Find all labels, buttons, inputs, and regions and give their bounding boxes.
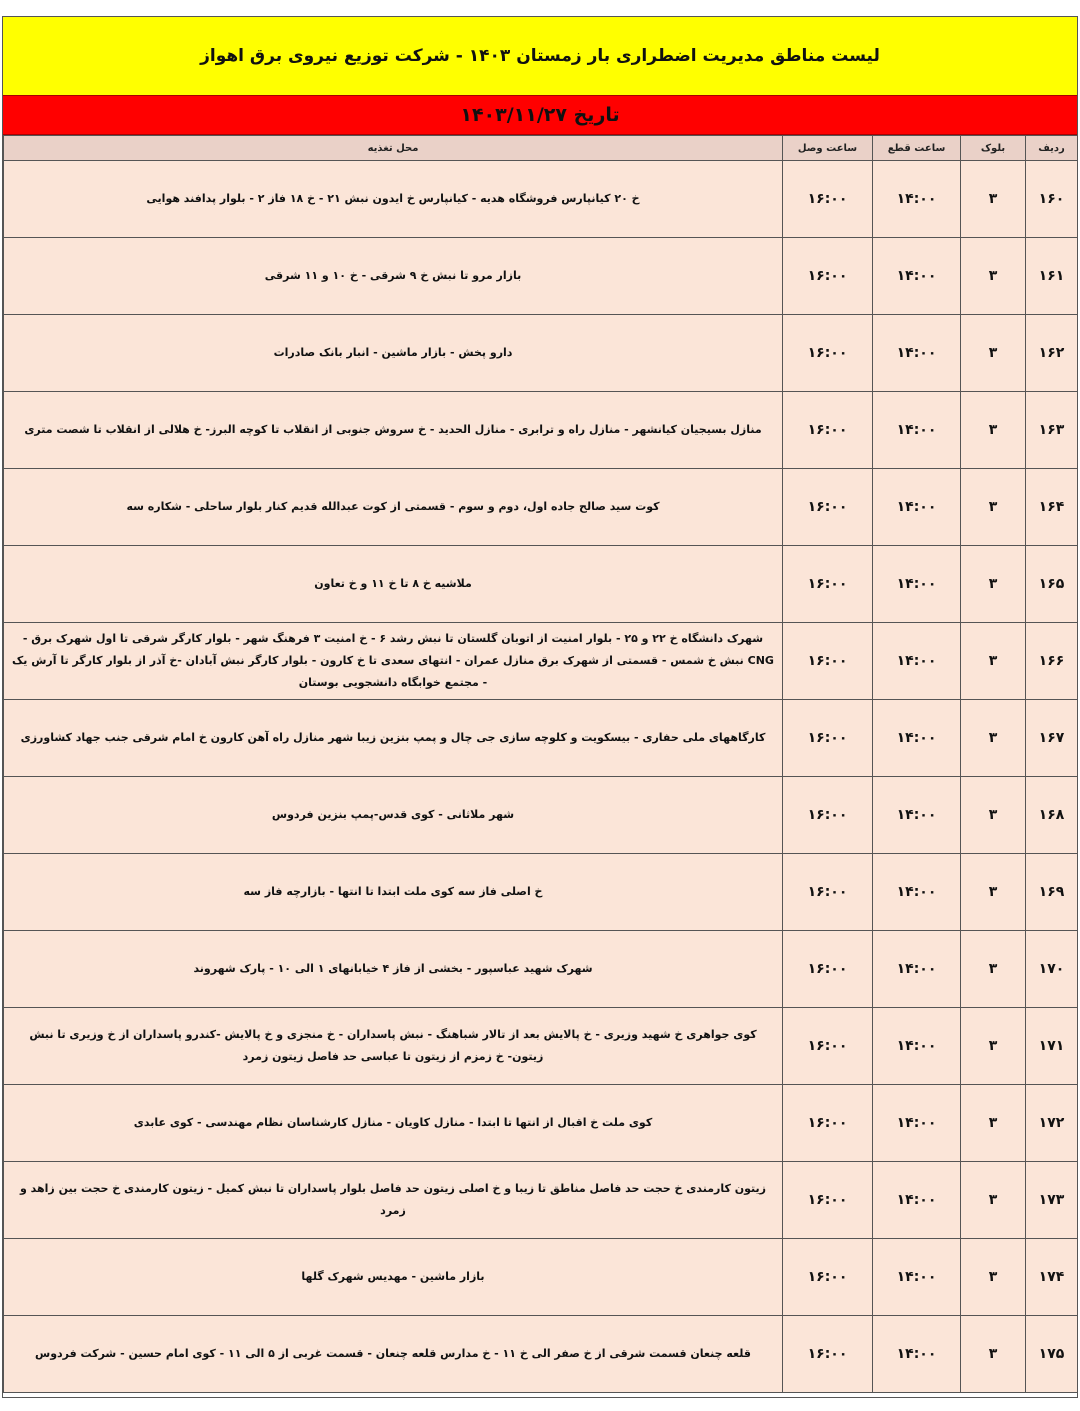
- date-banner: [3, 95, 1077, 135]
- row-number-cell: ۱۶۳: [1026, 392, 1078, 469]
- location-cell: خ اصلی فاز سه کوی ملت ابتدا تا انتها - بازارچه فاز سه: [4, 854, 783, 931]
- cut-time-cell: ۱۴:۰۰: [873, 392, 961, 469]
- location-cell: قلعه چنعان قسمت شرقی از خ صفر الی خ ۱۱ - خ مدارس قلعه چنعان - قسمت غربی از ۵ الی ۱۱ - کوی امام حسین - شرکت فردوس: [4, 1316, 783, 1393]
- table-row: [4, 1162, 1078, 1239]
- table-row: [4, 1008, 1078, 1085]
- location-cell: بازار ماشین - مهدیس شهرک گلها: [4, 1239, 783, 1316]
- connect-time-cell: ۱۶:۰۰: [783, 1085, 873, 1162]
- location-cell: شهرک شهید عباسپور - بخشی از فاز ۴ خیابانهای ۱ الی ۱۰ - پارک شهروند: [4, 931, 783, 1008]
- block-cell: ۳: [961, 623, 1026, 700]
- header-block: بلوک: [961, 136, 1026, 161]
- connect-time-cell: ۱۶:۰۰: [783, 161, 873, 238]
- title-banner: [3, 17, 1077, 95]
- table-row: [4, 1316, 1078, 1393]
- row-number-cell: ۱۶۹: [1026, 854, 1078, 931]
- block-cell: ۳: [961, 931, 1026, 1008]
- table-row: [4, 469, 1078, 546]
- location-cell: کوت سید صالح جاده اول، دوم و سوم - قسمتی از کوت عبدالله قدیم کنار بلوار ساحلی - شکاره سه: [4, 469, 783, 546]
- location-cell: کارگاههای ملی حفاری - بیسکویت و کلوچه سازی جی چال و پمپ بنزین زیبا شهر منازل راه آهن کارون خ امام شرقی جنب جهاد کشاورزی: [4, 700, 783, 777]
- table-row: [4, 854, 1078, 931]
- header-cut-time: ساعت قطع: [873, 136, 961, 161]
- cut-time-cell: ۱۴:۰۰: [873, 700, 961, 777]
- row-number-cell: ۱۶۰: [1026, 161, 1078, 238]
- table-row: [4, 1239, 1078, 1316]
- location-cell: دارو پخش - بازار ماشین - انبار بانک صادرات: [4, 315, 783, 392]
- header-connect-time: ساعت وصل: [783, 136, 873, 161]
- connect-time-cell: ۱۶:۰۰: [783, 1008, 873, 1085]
- cut-time-cell: ۱۴:۰۰: [873, 161, 961, 238]
- table-row: [4, 315, 1078, 392]
- row-number-cell: ۱۷۰: [1026, 931, 1078, 1008]
- location-cell: منازل بسیجیان کیانشهر - منازل راه و ترابری - منازل الحدید - خ سروش جنوبی از انقلاب تا کوچه البرز- خ هلالی از انقلاب تا شصت متری: [4, 392, 783, 469]
- row-number-cell: ۱۷۱: [1026, 1008, 1078, 1085]
- location-cell: شهر ملاثانی - کوی قدس-پمپ بنزین فردوس: [4, 777, 783, 854]
- table-row: [4, 238, 1078, 315]
- cut-time-cell: ۱۴:۰۰: [873, 315, 961, 392]
- connect-time-cell: ۱۶:۰۰: [783, 623, 873, 700]
- table-row: [4, 931, 1078, 1008]
- connect-time-cell: ۱۶:۰۰: [783, 469, 873, 546]
- connect-time-cell: ۱۶:۰۰: [783, 931, 873, 1008]
- row-number-cell: ۱۶۷: [1026, 700, 1078, 777]
- connect-time-cell: ۱۶:۰۰: [783, 777, 873, 854]
- cut-time-cell: ۱۴:۰۰: [873, 931, 961, 1008]
- location-cell: ملاشیه خ ۸ تا خ ۱۱ و خ تعاون: [4, 546, 783, 623]
- block-cell: ۳: [961, 161, 1026, 238]
- connect-time-cell: ۱۶:۰۰: [783, 1316, 873, 1393]
- table-row: [4, 777, 1078, 854]
- cut-time-cell: ۱۴:۰۰: [873, 1316, 961, 1393]
- connect-time-cell: ۱۶:۰۰: [783, 392, 873, 469]
- location-cell: خ ۲۰ کیانپارس فروشگاه هدیه - کیانپارس خ ایدون نبش ۲۱ - خ ۱۸ فاز ۲ - بلوار پدافند هوایی: [4, 161, 783, 238]
- table-row: [4, 1085, 1078, 1162]
- table-row: [4, 623, 1078, 700]
- header-row-number: ردیف: [1026, 136, 1078, 161]
- row-number-cell: ۱۶۵: [1026, 546, 1078, 623]
- table-row: [4, 161, 1078, 238]
- cut-time-cell: ۱۴:۰۰: [873, 623, 961, 700]
- row-number-cell: ۱۶۱: [1026, 238, 1078, 315]
- row-number-cell: ۱۷۳: [1026, 1162, 1078, 1239]
- table-row: [4, 546, 1078, 623]
- cut-time-cell: ۱۴:۰۰: [873, 1085, 961, 1162]
- table-row: [4, 700, 1078, 777]
- outage-table: [3, 135, 1078, 1393]
- date-label: تاریخ ۱۴۰۳/۱۱/۲۷: [460, 104, 620, 126]
- connect-time-cell: ۱۶:۰۰: [783, 238, 873, 315]
- connect-time-cell: ۱۶:۰۰: [783, 315, 873, 392]
- row-number-cell: ۱۷۵: [1026, 1316, 1078, 1393]
- row-number-cell: ۱۶۲: [1026, 315, 1078, 392]
- block-cell: ۳: [961, 1239, 1026, 1316]
- row-number-cell: ۱۶۶: [1026, 623, 1078, 700]
- row-number-cell: ۱۶۸: [1026, 777, 1078, 854]
- block-cell: ۳: [961, 700, 1026, 777]
- schedule-sheet: [2, 16, 1078, 1398]
- location-cell: شهرک دانشگاه خ ۲۲ و ۲۵ - بلوار امنیت از اتوبان گلستان تا نبش رشد ۶ - خ امنیت ۳ فرهنگ شهر - بلوار کارگر شرقی تا اول شهرک برق - CNG نبش خ شمس - قسمتی از شهرک برق منازل عمران - انتهای سعدی تا خ کارون - بلوار کارگر نبش آبادان -خ آذر از بلوار کارگر تا آرش یک - مجتمع خوابگاه دانشجویی بوستان: [4, 623, 783, 700]
- cut-time-cell: ۱۴:۰۰: [873, 1008, 961, 1085]
- connect-time-cell: ۱۶:۰۰: [783, 1239, 873, 1316]
- block-cell: ۳: [961, 1316, 1026, 1393]
- block-cell: ۳: [961, 1162, 1026, 1239]
- table-header-row: [4, 136, 1078, 161]
- block-cell: ۳: [961, 315, 1026, 392]
- cut-time-cell: ۱۴:۰۰: [873, 238, 961, 315]
- block-cell: ۳: [961, 777, 1026, 854]
- block-cell: ۳: [961, 392, 1026, 469]
- block-cell: ۳: [961, 238, 1026, 315]
- connect-time-cell: ۱۶:۰۰: [783, 546, 873, 623]
- row-number-cell: ۱۷۲: [1026, 1085, 1078, 1162]
- location-cell: کوی جواهری خ شهید وزیری - خ پالایش بعد از تالار شباهنگ - نبش پاسداران - خ منجزی و خ پالایش -کندرو پاسداران از خ وزیری تا نبش زیتون- خ زمزم از زیتون تا عباسی حد فاصل زیتون زمرد: [4, 1008, 783, 1085]
- page-title: لیست مناطق مدیریت اضطراری بار زمستان ۱۴۰۳ - شرکت توزیع نیروی برق اهواز: [200, 46, 880, 66]
- block-cell: ۳: [961, 854, 1026, 931]
- block-cell: ۳: [961, 546, 1026, 623]
- row-number-cell: ۱۷۴: [1026, 1239, 1078, 1316]
- block-cell: ۳: [961, 469, 1026, 546]
- location-cell: زیتون کارمندی خ حجت حد فاصل مناطق تا زیبا و خ اصلی زیتون حد فاصل بلوار پاسداران تا نبش کمیل - زیتون کارمندی خ حجت بین زاهد و زمرد: [4, 1162, 783, 1239]
- connect-time-cell: ۱۶:۰۰: [783, 854, 873, 931]
- connect-time-cell: ۱۶:۰۰: [783, 700, 873, 777]
- location-cell: کوی ملت خ اقبال از انتها تا ابتدا - منازل کاویان - منازل کارشناسان نظام مهندسی - کوی عابدی: [4, 1085, 783, 1162]
- connect-time-cell: ۱۶:۰۰: [783, 1162, 873, 1239]
- table-row: [4, 392, 1078, 469]
- cut-time-cell: ۱۴:۰۰: [873, 546, 961, 623]
- cut-time-cell: ۱۴:۰۰: [873, 1239, 961, 1316]
- location-cell: بازار مرو تا نبش خ ۹ شرقی - خ ۱۰ و ۱۱ شرقی: [4, 238, 783, 315]
- header-location: محل تغذیه: [4, 136, 783, 161]
- cut-time-cell: ۱۴:۰۰: [873, 469, 961, 546]
- block-cell: ۳: [961, 1008, 1026, 1085]
- cut-time-cell: ۱۴:۰۰: [873, 1162, 961, 1239]
- cut-time-cell: ۱۴:۰۰: [873, 777, 961, 854]
- row-number-cell: ۱۶۴: [1026, 469, 1078, 546]
- block-cell: ۳: [961, 1085, 1026, 1162]
- cut-time-cell: ۱۴:۰۰: [873, 854, 961, 931]
